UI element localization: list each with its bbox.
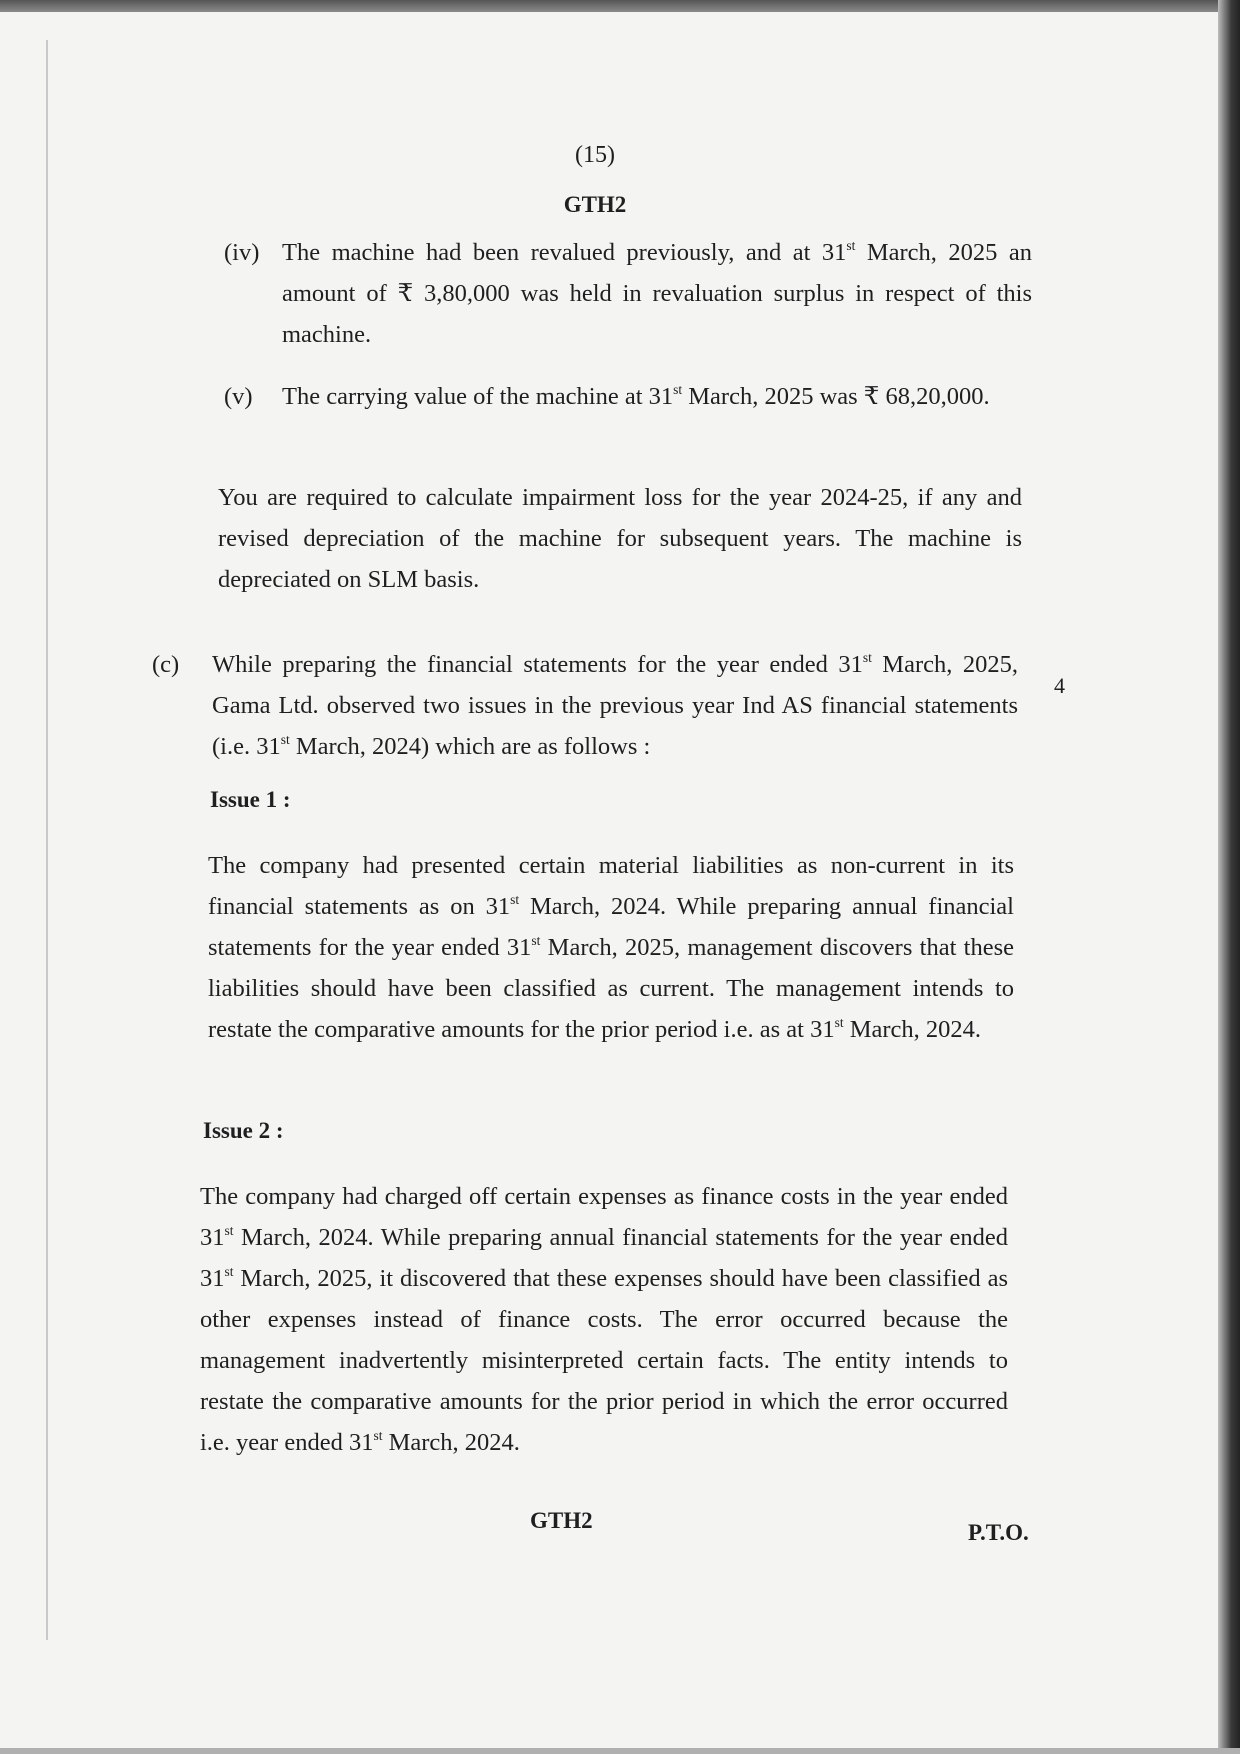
issue-2-heading: Issue 2 : xyxy=(203,1118,284,1143)
marks-c: 4 xyxy=(1054,673,1065,698)
paper-code-header: GTH2 xyxy=(563,192,627,217)
sub-item-v-text: The carrying value of the machine at 31st March, 2025 was ₹ 68,20,000. xyxy=(282,381,990,410)
question-c xyxy=(152,644,1018,767)
sub-item-iv-label: (iv) xyxy=(224,239,260,266)
sub-item-v-label: (v) xyxy=(224,383,253,410)
issue-1-paragraph: The company had presented certain material liabilities as non-current in its financial statements as on 31st March, 2024. While preparing annual financial statements for the year ended 31st March, 2025, management discovers that these liabilities should have been classified as current. The management intends to restate the comparative amounts for the prior period i.e. as at 31st March, 2024. xyxy=(208,852,1014,1043)
issue-1-heading: Issue 1 : xyxy=(210,787,291,812)
sub-item-v xyxy=(224,376,1032,417)
requirement-paragraph: You are required to calculate impairment loss for the year 2024-25, if any and revised depreciation of the machine for subsequent years. The machine is depreciated on SLM basis. xyxy=(218,484,1022,593)
pto-label: P.T.O. xyxy=(968,1520,1029,1545)
paper-code-footer: GTH2 xyxy=(530,1508,593,1533)
issue-2-paragraph: The company had charged off certain expenses as finance costs in the year ended 31st March, 2024. While preparing annual financial statements for the year ended 31st March, 2025, it discovered that these expenses should have been classified as other expenses instead of finance costs. The error occurred because the management inadvertently misinterpreted certain facts. The entity intends to restate the comparative amounts for the prior period in which the error occurred i.e. year ended 31st March, 2024. xyxy=(200,1183,1008,1456)
sub-item-iv-text: The machine had been revalued previously, and at 31st March, 2025 an amount of ₹ 3,80,000 was held in revaluation surplus in respect of this machine. xyxy=(282,237,1032,348)
question-c-label: (c) xyxy=(152,651,180,678)
question-c-text: While preparing the financial statements for the year ended 31st March, 2025, Gama Ltd. observed two issues in the previous year Ind AS financial statements (i.e. 31st March, 2024) which are as follows : xyxy=(212,649,1018,760)
sub-item-iv xyxy=(224,232,1032,355)
page-number: (15) xyxy=(575,142,615,168)
